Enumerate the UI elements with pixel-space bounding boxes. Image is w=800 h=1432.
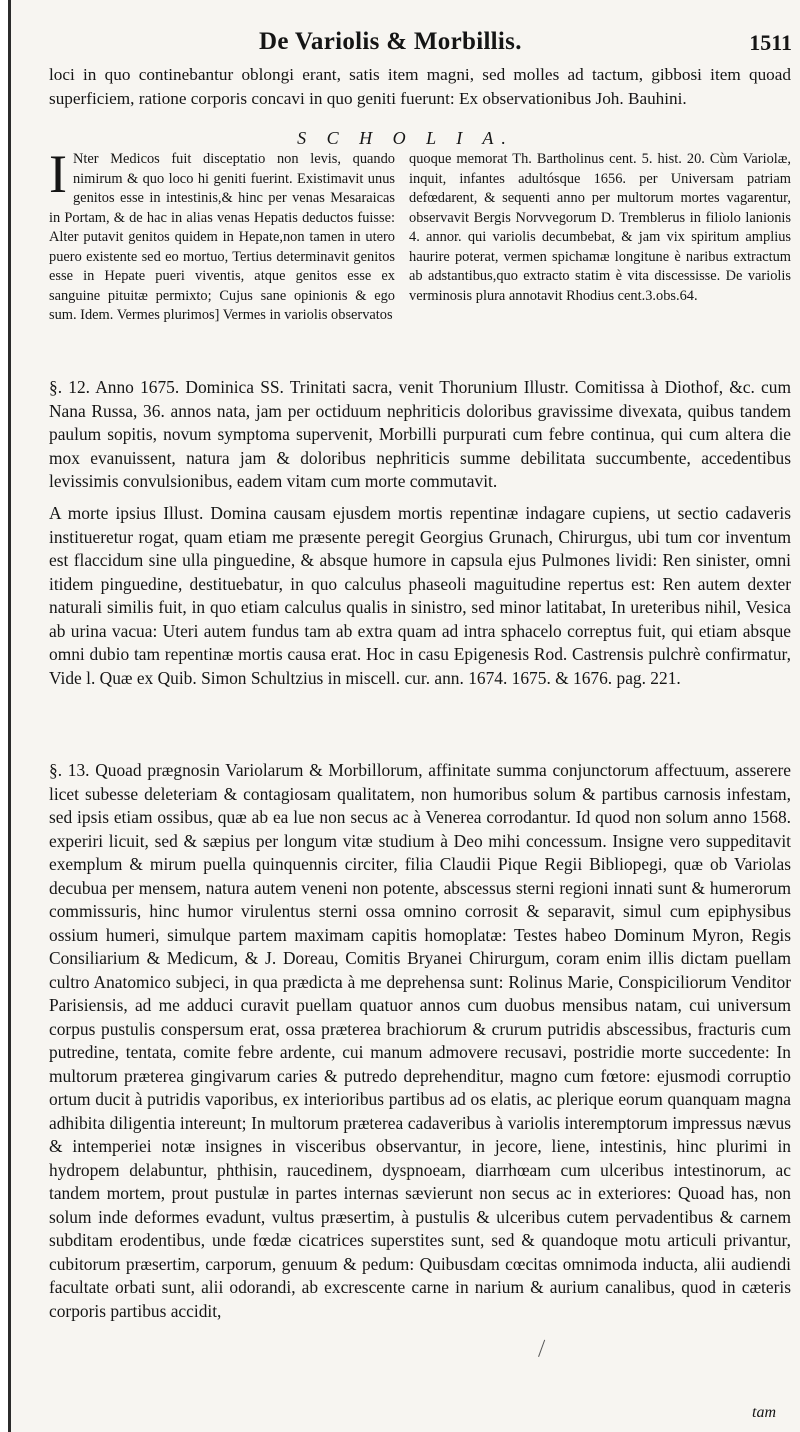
section-13 (49, 759, 791, 1323)
scholia-right-column (409, 150, 791, 306)
scholia-heading: S C H O L I A. (297, 128, 514, 148)
scholia-left-text: Nter Medicos fuit disceptatio non levis, quando nimirum & quo loco hi geniti fuerint. Existimavit unus genitos esse in intestinis,& hinc per venas Mesaraicas in Portam, & de hac in alias venas Hepatis deductos fuisse: Alter putavit genitos quidem in Hepate,non tamen in utero puero existente sed eo mortuo, Tertius determinavit genitos esse in Hepate pueri viventis, atque genitos esse ex sanguine pituitæ permixto; Cujus sane opinionis & ego sum. Idem. Vermes plurimos] Vermes in variolis observatos (49, 151, 395, 323)
intro-paragraph (49, 63, 791, 110)
running-title: De Variolis & Morbillis. (259, 28, 522, 55)
page-number: 1511 (749, 30, 792, 55)
section-12-text: §. 12. Anno 1675. Dominica SS. Trinitati sacra, venit Thorunium Illustr. Comitissa à Diothof, &c. cum Nana Russa, 36. annos nata, jam per octiduum nephriticis doloribus gravissime divexata, quibus tandem paulum sopitis, novum symptoma supervenit, Morbilli purpurati cum febre continua, qui cum altera die mox evanuissent, natura jam & doloribus nephriticis summe debilitata succumbente, accedentibus levissimis convulsionibus, eadem vitam cum morte commutavit. (49, 377, 791, 491)
autopsy-text: A morte ipsius Illust. Domina causam ejusdem mortis repentinæ indagare cupiens, ut sectio cadaveris institueretur rogat, quam etiam me præsente peregit Georgius Grunach, Chirurgus, ubi tum cor inventum est flaccidum sine ulla pinguedine, & absque humore in capsula ejus Pulmones lividi: Ren sinister, omni itidem pinguedine, destituebatur, in quo calculus phaseoli maguitudine repertus est: Ren autem dexter naturali similis fuit, in quo etiam calculus qualis in sinistro, sed minor latitabat, In ureteribus nihil, Vesica ab urina vacua: Uteri autem fundus tam ab extra quam ad intra sphacelo correptus fuit, qui etiam absque omni dubio tam repentinæ mortis causa erat. Hoc in casu Epigenesis Rod. Castrensis pulchrè confirmatur, Vide l. Quæ ex Quib. Simon Schultzius in miscell. cur. ann. 1674. 1675. & 1676. pag. 221. (49, 503, 791, 688)
section-13-text: §. 13. Quoad prægnosin Variolarum & Morbillorum, affinitate summa conjunctorum affectuum, asserere licet subesse deleteriam & contagiosam qualitatem, non humoribus solum & partibus carnosis infestam, sed ipsis etiam ossibus, quæ ab ea lue non secus ac à Venerea corrodantur. Id quod non solum anno 1568. experiri licuit, sed & sæpius per longum vitæ studium à Deo mihi concessum. Insigne vero suppeditavit exemplum & mirum puella quinquennis circiter, filia Claudii Pique Regii Bibliopegi, quæ ob Variolas decubua per mensem, natura autem veneni non potente, abscessus sterni regioni innati sunt & humerorum commissuris, hinc humor virulentus sterni ossa omnino corrosit & separavit, simul cum epiphysibus ossium humeri, simulque partem maximam capitis homoplatæ: Testes habeo Dominum Myron, Regis Consiliarium & Medicum, & J. Doreau, Comitis Bryanei Chirurgum, coram enim illis dictam puellam cultro Anatomico subjeci, in qua prædicta à me deprehensa sunt: Rolinus Marie, Conspiciliorum Venditor Parisiensis, ad me adduci curavit puellam quatuor annos cum duobus mensibus natam, cui universum corpus pustulis conspersum erat, ossa præterea brachiorum & crurum putridis abscessibus, fracturis cum putredine, tentata, comite febre ardente, cui manum admovere recusavi, postridie morte succedente: In multorum præterea gingivarum caries & putredo deprehenditur, magno cum fœtore: ejusmodi corruptio ortum ducit à putridis vaporibus, ex interioribus partibus ad os elatis, ac plerique eorum quanquam magna adhibita diligentia intereunt; In multorum præterea cadaveribus à variolis interemptorum impressus nævus & intemperiei notæ insignes in visceribus observantur, in jecore, liene, intestinis, hinc plurimi in hydropem delabuntur, phthisin, raucedinem, dyspnoeam, diarrhœam cum ulceribus intestinorum, ac tandem mortem, prout pustulæ in partes internas sævierunt non secus ac in exteriores: Quoad has, non solum inde deformes evadunt, vultus præsertim, à pustulis & ulceribus cutem pervadentibus & carnem subditam erodentibus, unde fœdæ cicatrices superstites sunt, sed & quandoque motu articuli privantur, cubitorum præsertim, carporum, genuum & pedum: Quibusdam cœcitas omnimoda inducta, alii audiendi facultate orbati sunt, alii odorandi, ab excrescente carne in narium & aurium canalibus, quod in cæteris corporis partibus accidit, (49, 760, 791, 1321)
scholia-right-text: quoque memorat Th. Bartholinus cent. 5. hist. 20. Cùm Variolæ, inquit, infantes adultósque 1656. per Universam patriam defœdarent, & sequenti anno per multorum mortes vagarentur, observavit Bergis Norvvegorum D. Tremblerus in filiolo lanionis 4. annor. qui variolis decumbebat, & jam vix spiritum amplius haurire poterat, vermen spichamæ longitune è naribus extractum ab adstantibus,quo extracto statim è vita discessisse. De variolis verminosis plura annotavit Rhodius cent.3.obs.64. (409, 151, 791, 304)
section-12 (49, 376, 791, 494)
autopsy-paragraph (49, 502, 791, 690)
drop-cap: I (49, 144, 67, 204)
book-page (8, 0, 800, 1432)
page-header (11, 28, 800, 62)
intro-text: loci in quo continebantur oblongi erant, satis item magni, sed molles ad tactum, gibbosi item quoad superficiem, ratione corporis concavi in quo geniti fuerunt: Ex observationibus Joh. Bauhini. (49, 65, 791, 108)
ink-mark (538, 1340, 549, 1359)
scholia-left-column (49, 144, 395, 326)
catchword: tam (752, 1404, 776, 1421)
scholia-columns (49, 144, 791, 360)
